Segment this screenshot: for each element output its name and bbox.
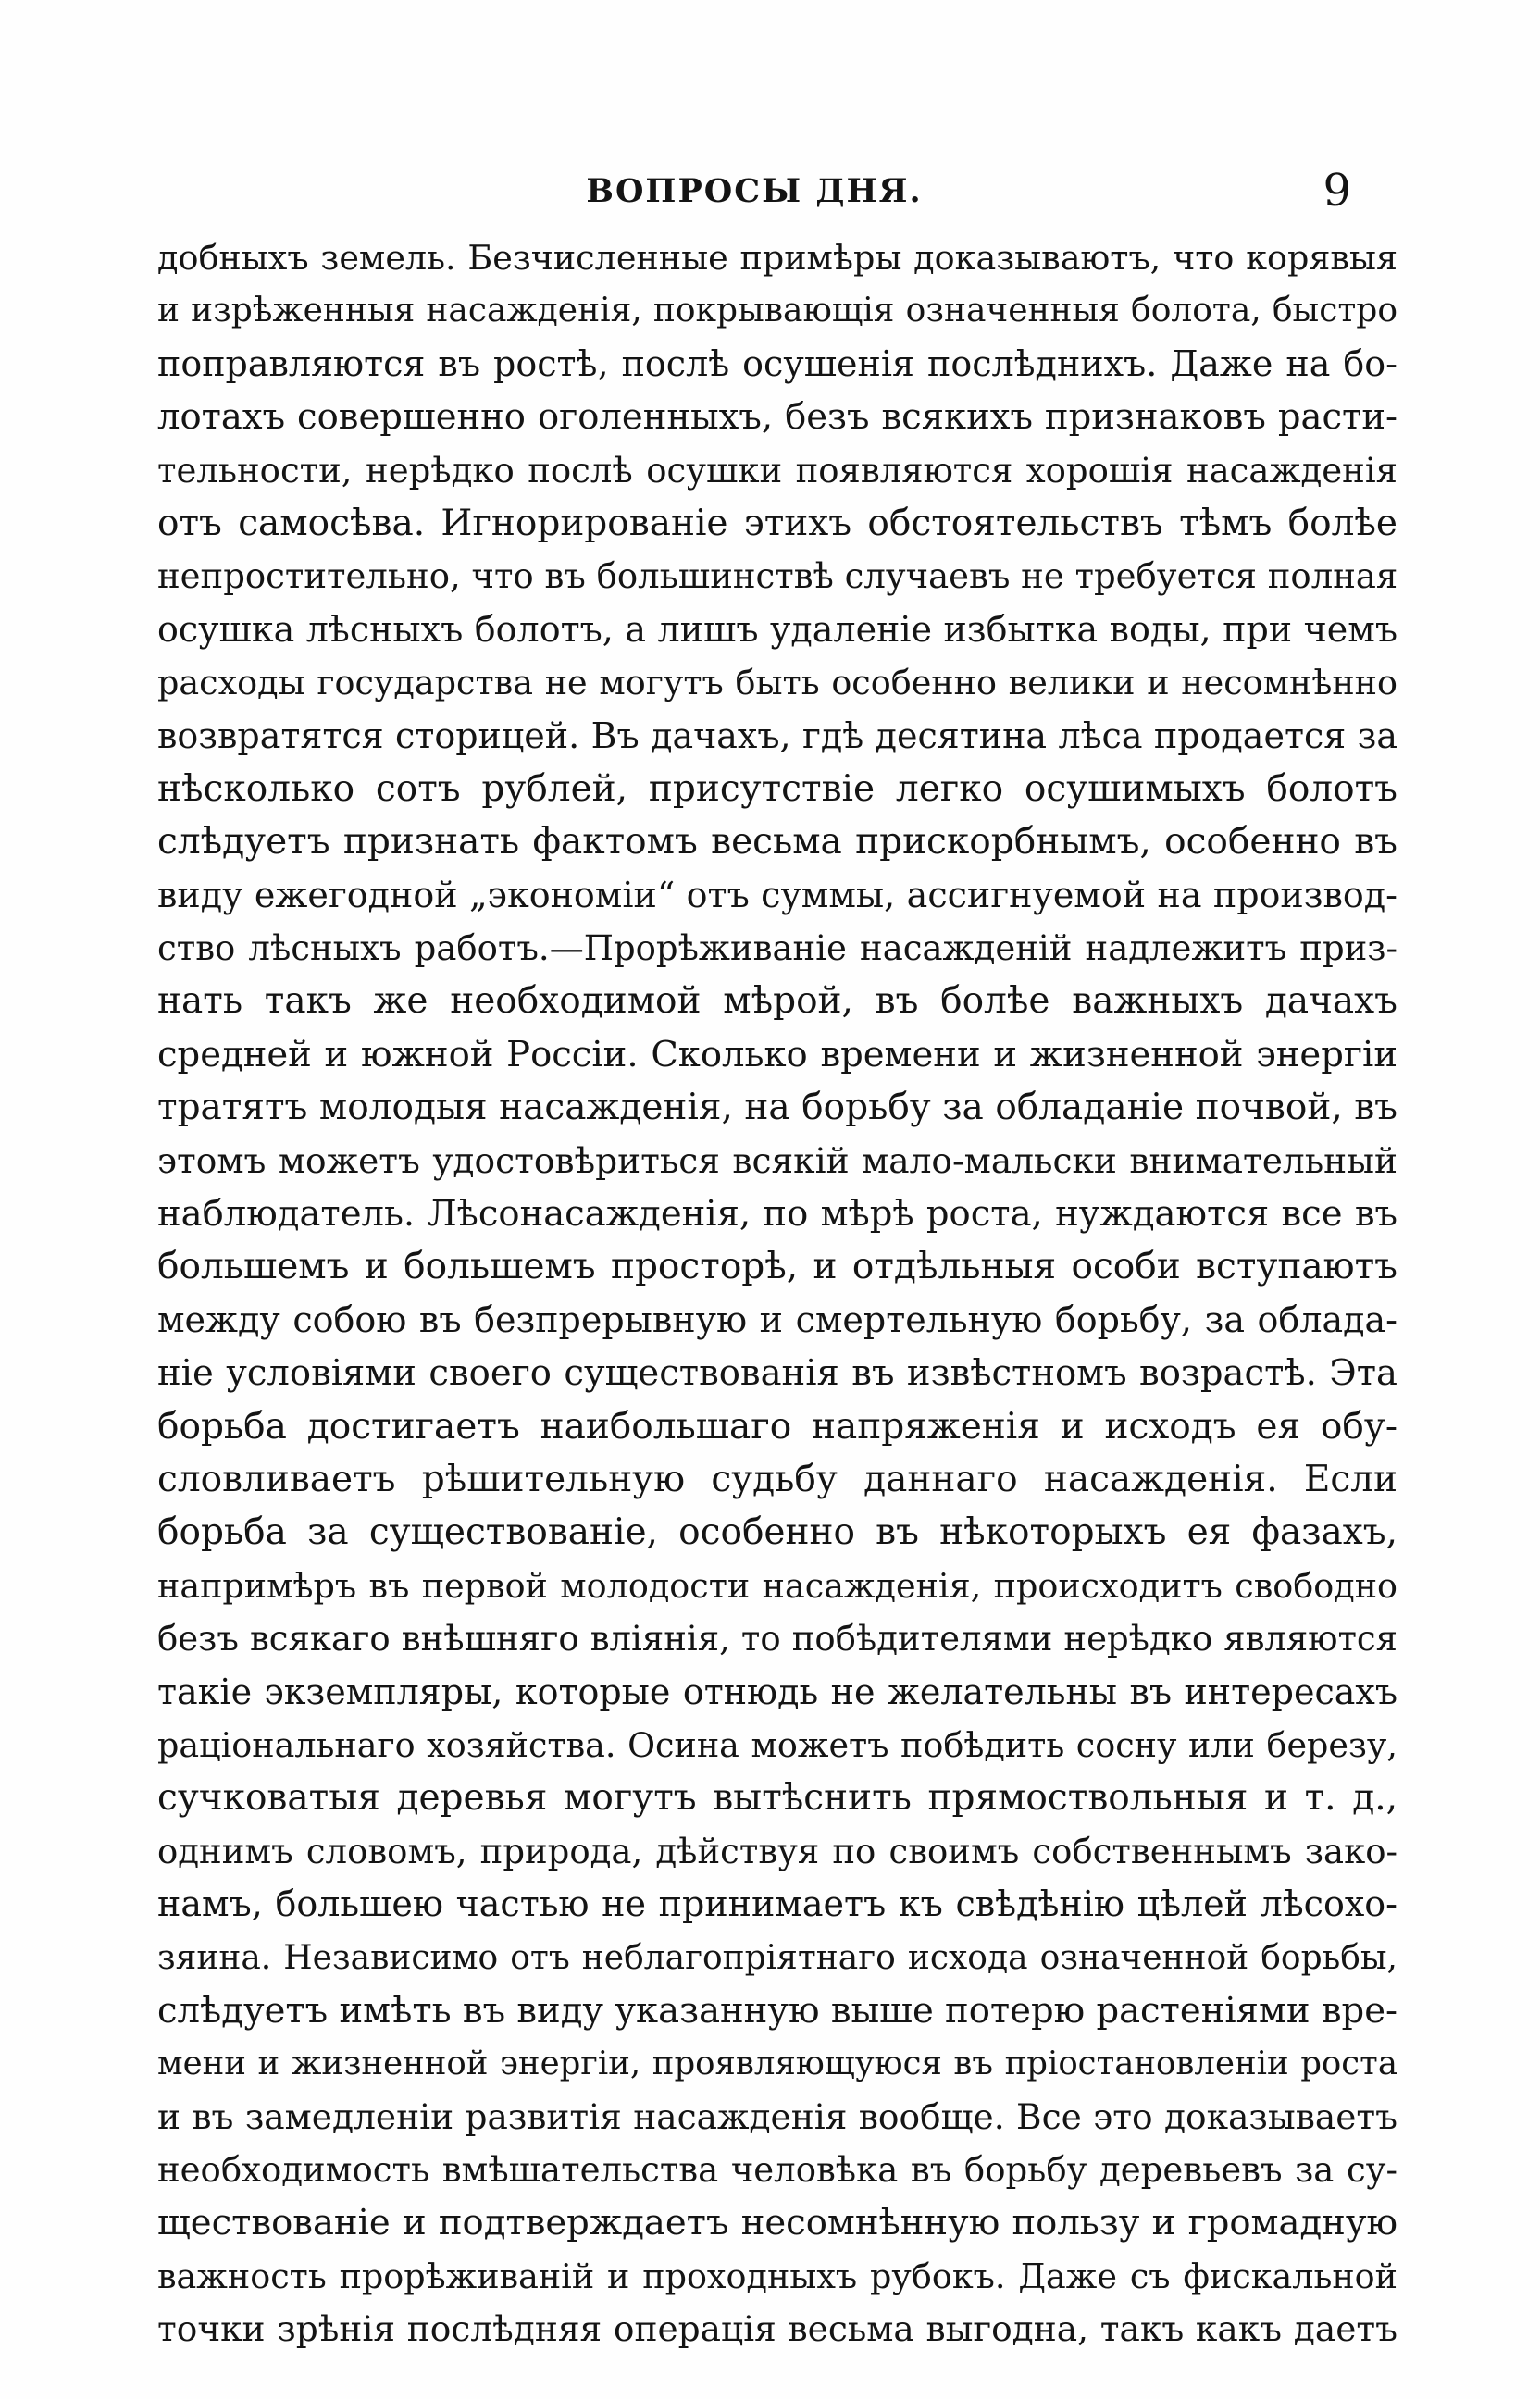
text-line: наблюдатель. Лѣсонасажденія, по мѣрѣ роста, нуждаются все въ — [157, 1193, 1397, 1236]
text-line: этомъ можетъ удостовѣриться всякій мало-мальски внимательный — [157, 1139, 1397, 1181]
text-line: средней и южной Россіи. Сколько времени и жизненной энергіи — [157, 1033, 1397, 1075]
text-line: возвратятся сторицей. Въ дачахъ, гдѣ десятина лѣса продается за — [157, 715, 1397, 756]
text-line: безъ всякаго внѣшняго вліянія, то побѣдителями нерѣдко являются — [157, 1619, 1397, 1659]
text-line: поправляются въ ростѣ, послѣ осушенія послѣднихъ. Даже на бо- — [157, 342, 1397, 384]
text-line: лотахъ совершенно оголенныхъ, безъ всякихъ признаковъ расти- — [157, 396, 1397, 439]
text-line: важность прорѣживаній и проходныхъ рубокъ. Даже съ фискальной — [157, 2256, 1397, 2296]
text-line: нѣсколько сотъ рублей, присутствіе легко осушимыхъ болотъ — [157, 767, 1397, 810]
running-head — [157, 165, 1351, 220]
text-line: расходы государства не могутъ быть особенно велики и несомнѣнно — [157, 663, 1397, 703]
text-line: отъ самосѣва. Игнорированіе этихъ обстоятельствъ тѣмъ болѣе — [157, 502, 1397, 544]
text-line: ніе условіями своего существованія въ извѣстномъ возрастѣ. Эта — [157, 1352, 1397, 1395]
text-line: слѣдуетъ имѣть въ виду указанную выше потерю растеніями вре- — [157, 1989, 1397, 2032]
running-title: ВОПРОСЫ ДНЯ. — [586, 172, 923, 210]
text-line: и въ замедленіи развитія насажденія вообще. Все это доказываетъ — [157, 2095, 1397, 2137]
text-line: борьба за существованіе, особенно въ нѣкоторыхъ ея фазахъ, — [157, 1511, 1397, 1554]
text-line: виду ежегодной „экономіи“ отъ суммы, ассигнуемой на производ- — [157, 874, 1397, 915]
text-line: и изрѣженныя насажденія, покрывающія означенныя болота, быстро — [157, 292, 1397, 330]
text-line: зяина. Независимо отъ неблагопріятнаго исхода означенной борьбы, — [157, 1938, 1397, 1977]
text-line: необходимость вмѣшательства человѣка въ борьбу деревьевъ за су- — [157, 2150, 1397, 2191]
text-line: между собою въ безпрерывную и смертельную борьбу, за облада- — [157, 1299, 1397, 1340]
text-line: такіе экземпляры, которые отнюдь не желательны въ интересахъ — [157, 1671, 1397, 1712]
text-line: борьба достигаетъ наибольшаго напряженія и исходъ ея обу- — [157, 1405, 1397, 1448]
text-line: сучковатыя деревья могутъ вытѣснить прямоствольныя и т. д., — [157, 1777, 1397, 1820]
text-line: слѣдуетъ признать фактомъ весьма прискорбнымъ, особенно въ — [157, 821, 1397, 864]
text-line: ство лѣсныхъ работъ.—Прорѣживаніе насажденій надлежитъ приз- — [157, 928, 1397, 969]
text-line: точки зрѣнія послѣдняя операція весьма выгодна, такъ какъ даетъ — [157, 2308, 1397, 2350]
text-line: однимъ словомъ, природа, дѣйствуя по своимъ собственнымъ зако- — [157, 1831, 1397, 1871]
text-line: тельности, нерѣдко послѣ осушки появляются хорошія насажденія — [157, 450, 1397, 491]
text-line: словливаетъ рѣшительную судьбу даннаго насажденія. Если — [157, 1458, 1397, 1500]
text-line: намъ, большею частью не принимаетъ къ свѣдѣнію цѣлей лѣсохо- — [157, 1883, 1397, 1925]
text-line: тратятъ молодыя насажденія, на борьбу за обладаніе почвой, въ — [157, 1087, 1397, 1129]
page-number: 9 — [1323, 165, 1351, 217]
text-line: непростительно, что въ большинствѣ случаевъ не требуется полная — [157, 556, 1397, 597]
text-line: мени и жизненной энергіи, проявляющуюся въ пріостановленіи роста — [157, 2045, 1397, 2083]
text-line: нать такъ же необходимой мѣрой, въ болѣе важныхъ дачахъ — [157, 980, 1397, 1023]
text-line: осушка лѣсныхъ болотъ, а лишъ удаленіе избытка воды, при чемъ — [157, 608, 1397, 650]
text-line: напримѣръ въ первой молодости насажденія, происходитъ свободно — [157, 1565, 1397, 1606]
text-line: добныхъ земель. Безчисленные примѣры доказываютъ, что корявыя — [157, 238, 1397, 278]
text-line: большемъ и большемъ просторѣ, и отдѣльныя особи вступаютъ — [157, 1246, 1397, 1288]
text-line: раціональнаго хозяйства. Осина можетъ побѣдить сосну или березу, — [157, 1724, 1397, 1765]
body-text — [157, 231, 1397, 2356]
text-line: ществованіе и подтверждаетъ несомнѣнную пользу и громадную — [157, 2202, 1397, 2244]
